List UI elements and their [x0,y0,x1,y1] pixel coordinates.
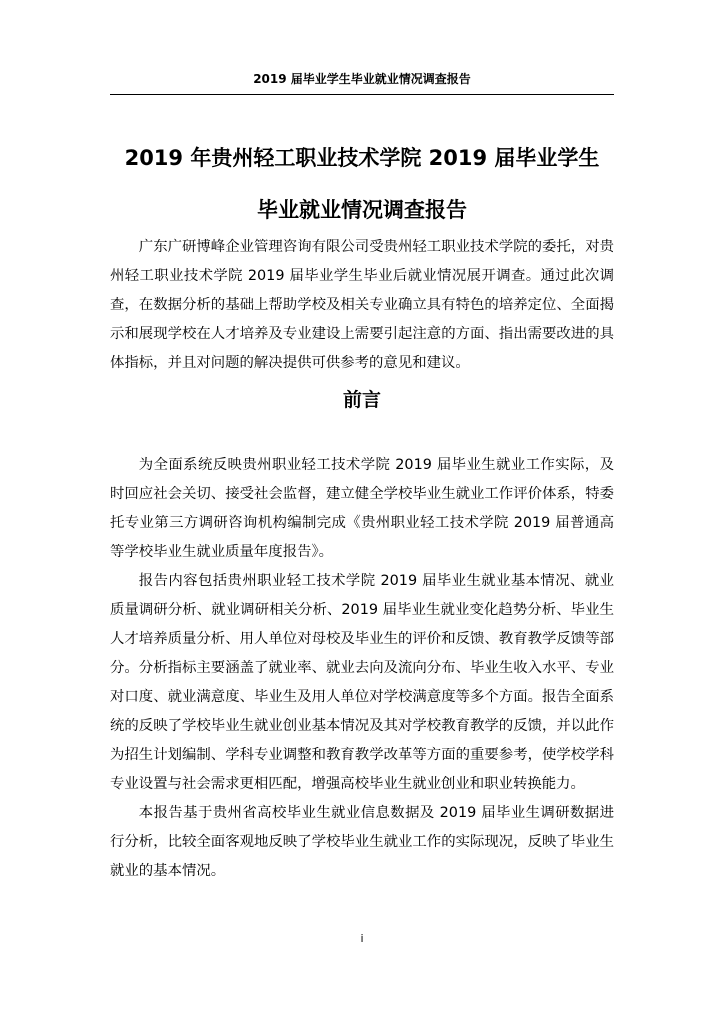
document-title-line-1: 2019 年贵州轻工职业技术学院 2019 届毕业学生 [124,146,600,170]
intro-section [110,233,614,378]
page-number: i [360,932,364,945]
preface-paragraph-2: 报告内容包括贵州职业轻工技术学院 2019 届毕业生就业基本情况、就业质量调研分析、就业调研相关分析、2019 届毕业生就业变化趋势分析、毕业生人才培养质量分析、用人单位对母校及毕业生的评价和反馈、教育教学反馈等部分。分析指标主要涵盖了就业率、就业去向及流向分布、毕业生收入水平、专业对口度、就业满意度、毕业生及用人单位对学校满意度等多个方面。报告全面系统的反映了学校毕业生就业创业基本情况及其对学校教育教学的反馈，并以此作为招生计划编制、学科专业调整和教育教学改革等方面的重要参考，使学校学科专业设置与社会需求更相匹配，增强高校毕业生就业创业和职业转换能力。 [110,573,614,792]
document-title-line-2: 毕业就业情况调查报告 [257,198,467,222]
preface-body [110,451,614,886]
running-header: 2019 届毕业学生毕业就业情况调查报告 [253,72,471,86]
preface-paragraph-3: 本报告基于贵州省高校毕业生就业信息数据及 2019 届毕业生调研数据进行分析，比较全面客观地反映了学校毕业生就业工作的实际现况，反映了毕业生就业的基本情况。 [110,805,614,879]
header-divider [110,94,614,95]
preface-paragraph-1: 为全面系统反映贵州职业轻工技术学院 2019 届毕业生就业工作实际，及时回应社会关切、接受社会监督，建立健全学校毕业生就业工作评价体系，特委托专业第三方调研咨询机构编制完成《贵州职业轻工技术学院 2019 届普通高等学校毕业生就业质量年度报告》。 [110,457,614,560]
intro-paragraph: 广东广研博峰企业管理咨询有限公司受贵州轻工职业技术学院的委托，对贵州轻工职业技术学院 2019 届毕业学生毕业后就业情况展开调查。通过此次调查，在数据分析的基础上帮助学校及相关专业确立具有特色的培养定位、全面揭示和展现学校在人才培养及专业建设上需要引起注意的方面、指出需要改进的具体指标，并且对问题的解决提供可供参考的意见和建议。 [110,239,614,371]
preface-heading: 前言 [342,389,381,411]
